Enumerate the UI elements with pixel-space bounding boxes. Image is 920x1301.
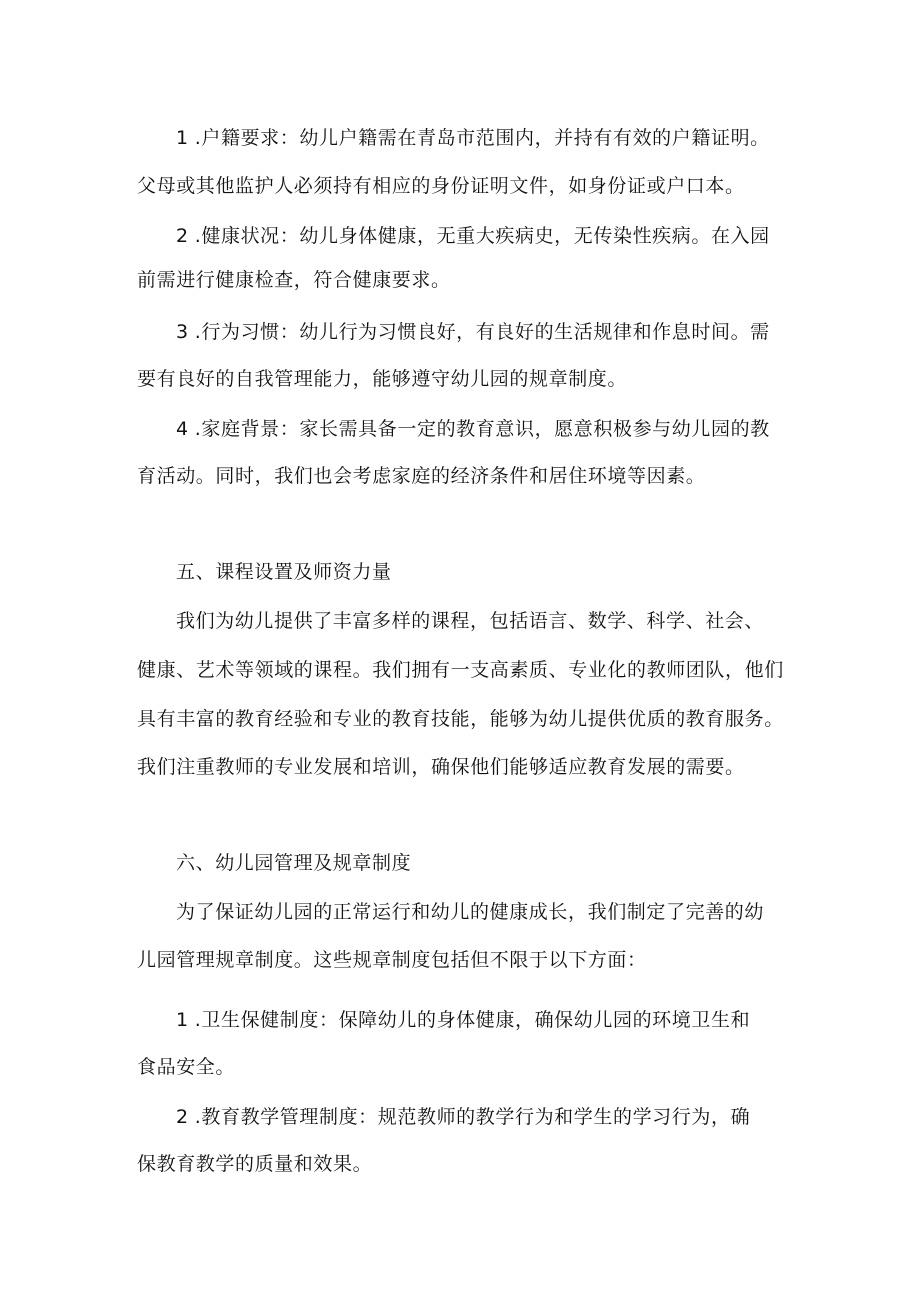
section-heading-6: 六、幼儿园管理及规章制度 [176,852,412,874]
list-item-number: 1 [176,1009,189,1031]
paragraph-line: 我们为幼儿提供了丰富多样的课程，包括语言、数学、科学、社会、 [176,610,765,632]
paragraph-line: 具有丰富的教育经验和专业的教育技能，能够为幼儿提供优质的教育服务。 [137,708,784,730]
list-item-2-line2: 前需进行健康检查，符合健康要求。 [137,269,451,291]
list-item-2-line1 [176,224,770,248]
list-item-number: 3 [176,321,189,343]
list-item-text: .户籍要求：幼儿户籍需在青岛市范围内，并持有有效的户籍证明。 [194,127,770,149]
list-item-text: .行为习惯：幼儿行为习惯良好，有良好的生活规律和作息时间。需 [194,321,770,343]
list-item-text: .卫生保健制度：保障幼儿的身体健康，确保幼儿园的环境卫生和 [194,1009,751,1031]
paragraph-line: 健康、艺术等领域的课程。我们拥有一支高素质、专业化的教师团队，他们 [137,659,784,681]
list-item-3-line2: 要有良好的自我管理能力，能够遵守幼儿园的规章制度。 [137,368,628,390]
paragraph-line: 我们注重教师的专业发展和培训，确保他们能够适应教育发展的需要。 [137,756,745,778]
section-heading-5: 五、课程设置及师资力量 [176,561,392,583]
list-item-3-line1 [176,320,770,344]
list-item-1-line1 [176,126,770,150]
list-item-text: .健康状况：幼儿身体健康，无重大疾病史，无传染性疾病。在入园 [194,225,770,247]
list-item-number: 1 [176,127,189,149]
list-item-number: 2 [176,225,189,247]
list-item-4-line1 [176,417,770,441]
rule-item-1-line2: 食品安全。 [137,1056,236,1078]
paragraph-line: 儿园管理规章制度。这些规章制度包括但不限于以下方面： [137,949,647,971]
list-item-text: .家庭背景：家长需具备一定的教育意识，愿意积极参与幼儿园的教 [194,418,770,440]
list-item-text: .教育教学管理制度：规范教师的教学行为和学生的学习行为，确 [194,1106,751,1128]
rule-item-2-line2: 保教育教学的质量和效果。 [137,1153,373,1175]
list-item-1-line2: 父母或其他监护人必须持有相应的身份证明文件，如身份证或户口本。 [137,175,745,197]
list-item-number: 4 [176,418,189,440]
list-item-4-line2: 育活动。同时，我们也会考虑家庭的经济条件和居住环境等因素。 [137,465,706,487]
rule-item-1-line1 [176,1008,750,1032]
rule-item-2-line1 [176,1105,750,1129]
list-item-number: 2 [176,1106,189,1128]
paragraph-line: 为了保证幼儿园的正常运行和幼儿的健康成长，我们制定了完善的幼 [176,901,765,923]
